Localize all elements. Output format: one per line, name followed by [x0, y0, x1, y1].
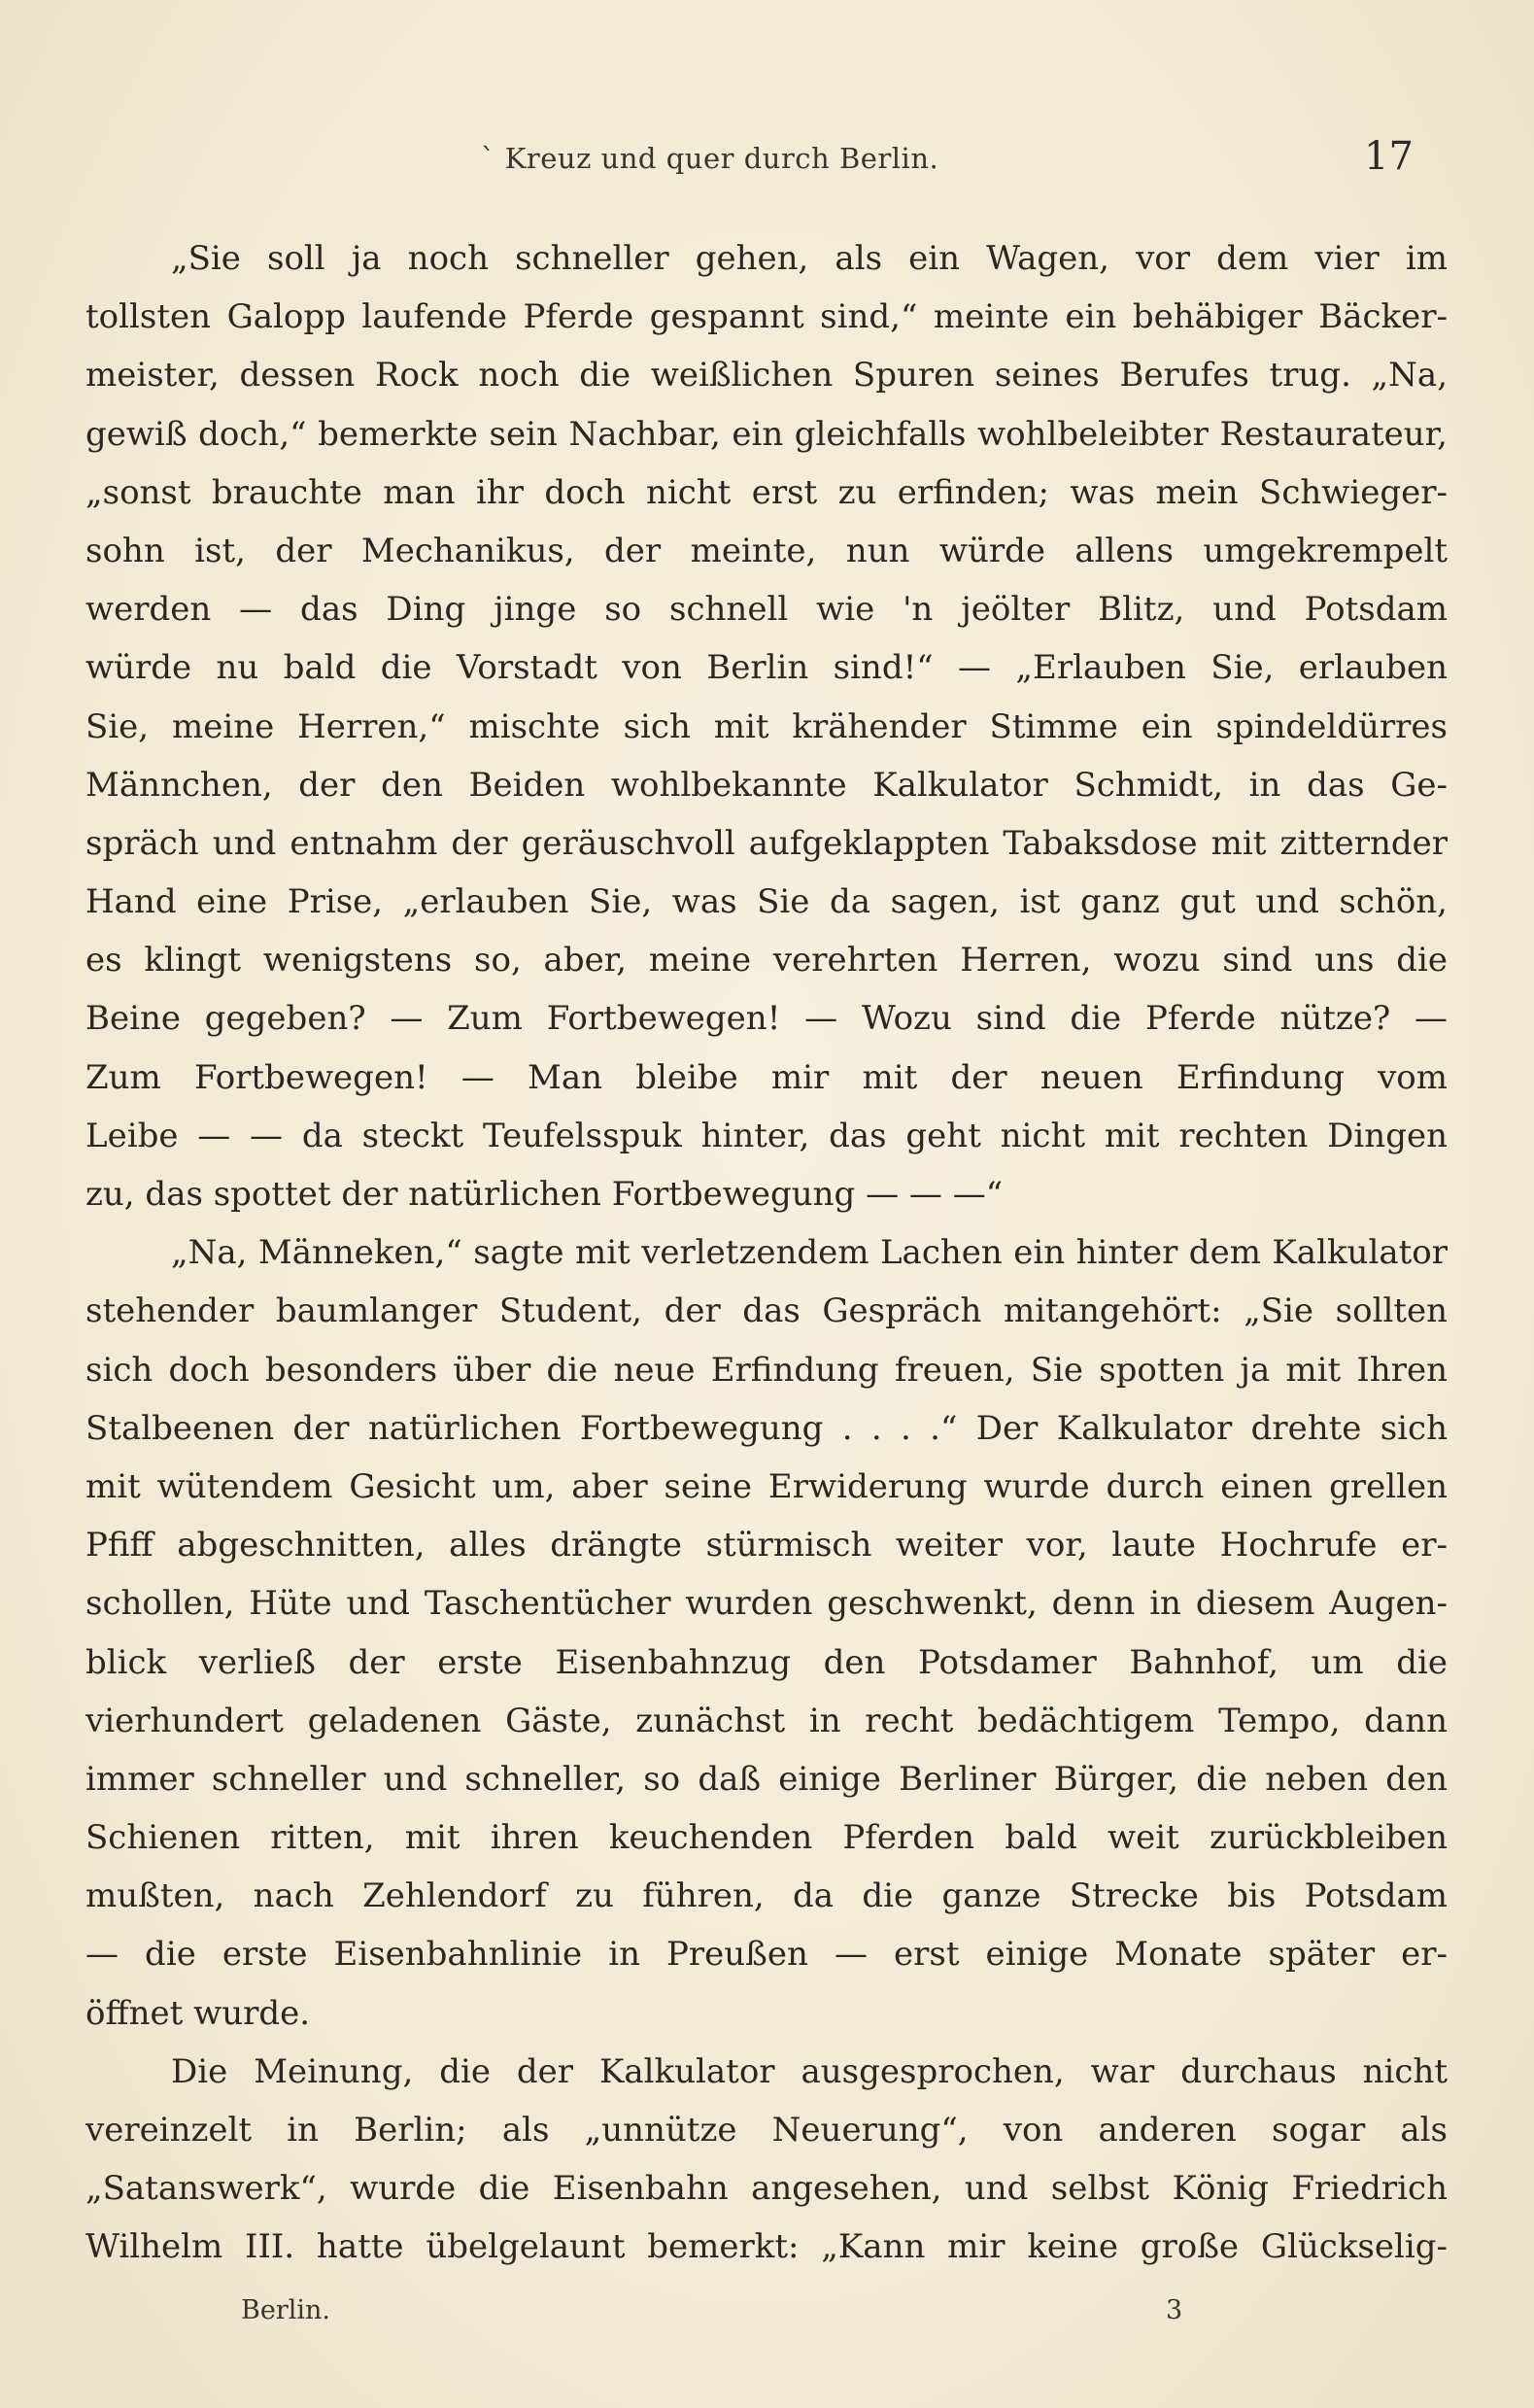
- text-line: Sie, meine Herren,“ mischte sich mit krähender Stimme ein spindeldürres: [85, 706, 1448, 746]
- text-line: „sonst brauchte man ihr doch nicht erst zu erfinden; was mein Schwieger-: [85, 472, 1448, 512]
- text-line: Zum Fortbewegen! — Man bleibe mir mit der neuen Erfindung vom: [85, 1057, 1448, 1097]
- text-line: sich doch besonders über die neue Erfindung freuen, Sie spotten ja mit Ihren: [85, 1350, 1448, 1390]
- text-line: öffnet wurde.: [85, 1993, 311, 2033]
- text-line: Schienen ritten, mit ihren keuchenden Pferden bald weit zurückbleiben: [85, 1818, 1448, 1858]
- text-line: tollsten Galopp laufende Pferde gespannt sind,“ meinte ein behäbiger Bäcker-: [85, 297, 1448, 337]
- text-line: Pfiff abgeschnitten, alles drängte stürmisch weiter vor, laute Hochrufe er-: [85, 1526, 1448, 1565]
- running-head: ` Kreuz und quer durch Berlin.: [481, 142, 939, 175]
- text-line: Männchen, der den Beiden wohlbekannte Kalkulator Schmidt, in das Ge-: [85, 765, 1448, 805]
- text-line: Stalbeenen der natürlichen Fortbewegung . . . .“ Der Kalkulator drehte sich: [85, 1408, 1448, 1448]
- text-line: es klingt wenigstens so, aber, meine verehrten Herren, wozu sind uns die: [85, 941, 1448, 980]
- text-line: „Sie soll ja noch schneller gehen, als ein Wagen, vor dem vier im: [171, 239, 1448, 278]
- page-number: 17: [1364, 134, 1414, 179]
- text-line: schollen, Hüte und Taschentücher wurden geschwenkt, denn in diesem Augen-: [85, 1584, 1448, 1624]
- text-line: meister, dessen Rock noch die weißlichen Spuren seines Berufes trug. „Na,: [85, 356, 1448, 396]
- text-line: vereinzelt in Berlin; als „unnütze Neuerung“, von anderen sogar als: [85, 2111, 1448, 2150]
- text-line: blick verließ der erste Eisenbahnzug den Potsdamer Bahnhof, um die: [85, 1642, 1448, 1682]
- text-line: vierhundert geladenen Gäste, zunächst in recht bedächtigem Tempo, dann: [85, 1701, 1448, 1740]
- text-line: würde nu bald die Vorstadt von Berlin sind!“ — „Erlauben Sie, erlauben: [85, 648, 1448, 688]
- text-line: gewiß doch,“ bemerkte sein Nachbar, ein gleichfalls wohlbeleibter Restaurateur,: [85, 414, 1448, 454]
- text-line: werden — das Ding jinge so schnell wie 'n jeölter Blitz, und Potsdam: [85, 590, 1448, 630]
- body-text: [85, 229, 1448, 2277]
- text-line: mußten, nach Zehlendorf zu führen, da die ganze Strecke bis Potsdam: [85, 1876, 1448, 1916]
- signature-mark: Berlin.: [241, 2295, 330, 2325]
- text-line: Die Meinung, die der Kalkulator ausgesprochen, war durchaus nicht: [171, 2051, 1448, 2091]
- text-line: „Na, Männeken,“ sagte mit verletzendem Lachen ein hinter dem Kalkulator: [171, 1233, 1448, 1273]
- sheet-number: 3: [1166, 2295, 1183, 2325]
- text-line: Leibe — — da steckt Teufelsspuk hinter, das geht nicht mit rechten Dingen: [85, 1116, 1448, 1155]
- page-header: [0, 134, 1534, 192]
- text-line: „Satanswerk“, wurde die Eisenbahn angesehen, und selbst König Friedrich: [85, 2169, 1448, 2209]
- page-footer: [0, 2295, 1534, 2344]
- text-line: Hand eine Prise, „erlauben Sie, was Sie da sagen, ist ganz gut und schön,: [85, 882, 1448, 922]
- text-line: Wilhelm III. hatte übelgelaunt bemerkt: „Kann mir keine große Glückselig-: [85, 2227, 1448, 2267]
- text-line: stehender baumlanger Student, der das Gespräch mitangehört: „Sie sollten: [85, 1291, 1448, 1331]
- text-line: — die erste Eisenbahnlinie in Preußen — erst einige Monate später er-: [85, 1935, 1448, 1975]
- text-line: spräch und entnahm der geräuschvoll aufgeklappten Tabaksdose mit zitternder: [85, 823, 1448, 863]
- text-line: immer schneller und schneller, so daß einige Berliner Bürger, die neben den: [85, 1759, 1448, 1799]
- text-line: mit wütendem Gesicht um, aber seine Erwiderung wurde durch einen grellen: [85, 1466, 1448, 1506]
- text-line: Beine gegeben? — Zum Fortbewegen! — Wozu sind die Pferde nütze? —: [85, 999, 1448, 1039]
- text-line: sohn ist, der Mechanikus, der meinte, nun würde allens umgekrempelt: [85, 531, 1448, 570]
- text-line: zu, das spottet der natürlichen Fortbewegung — — —“: [85, 1175, 1004, 1214]
